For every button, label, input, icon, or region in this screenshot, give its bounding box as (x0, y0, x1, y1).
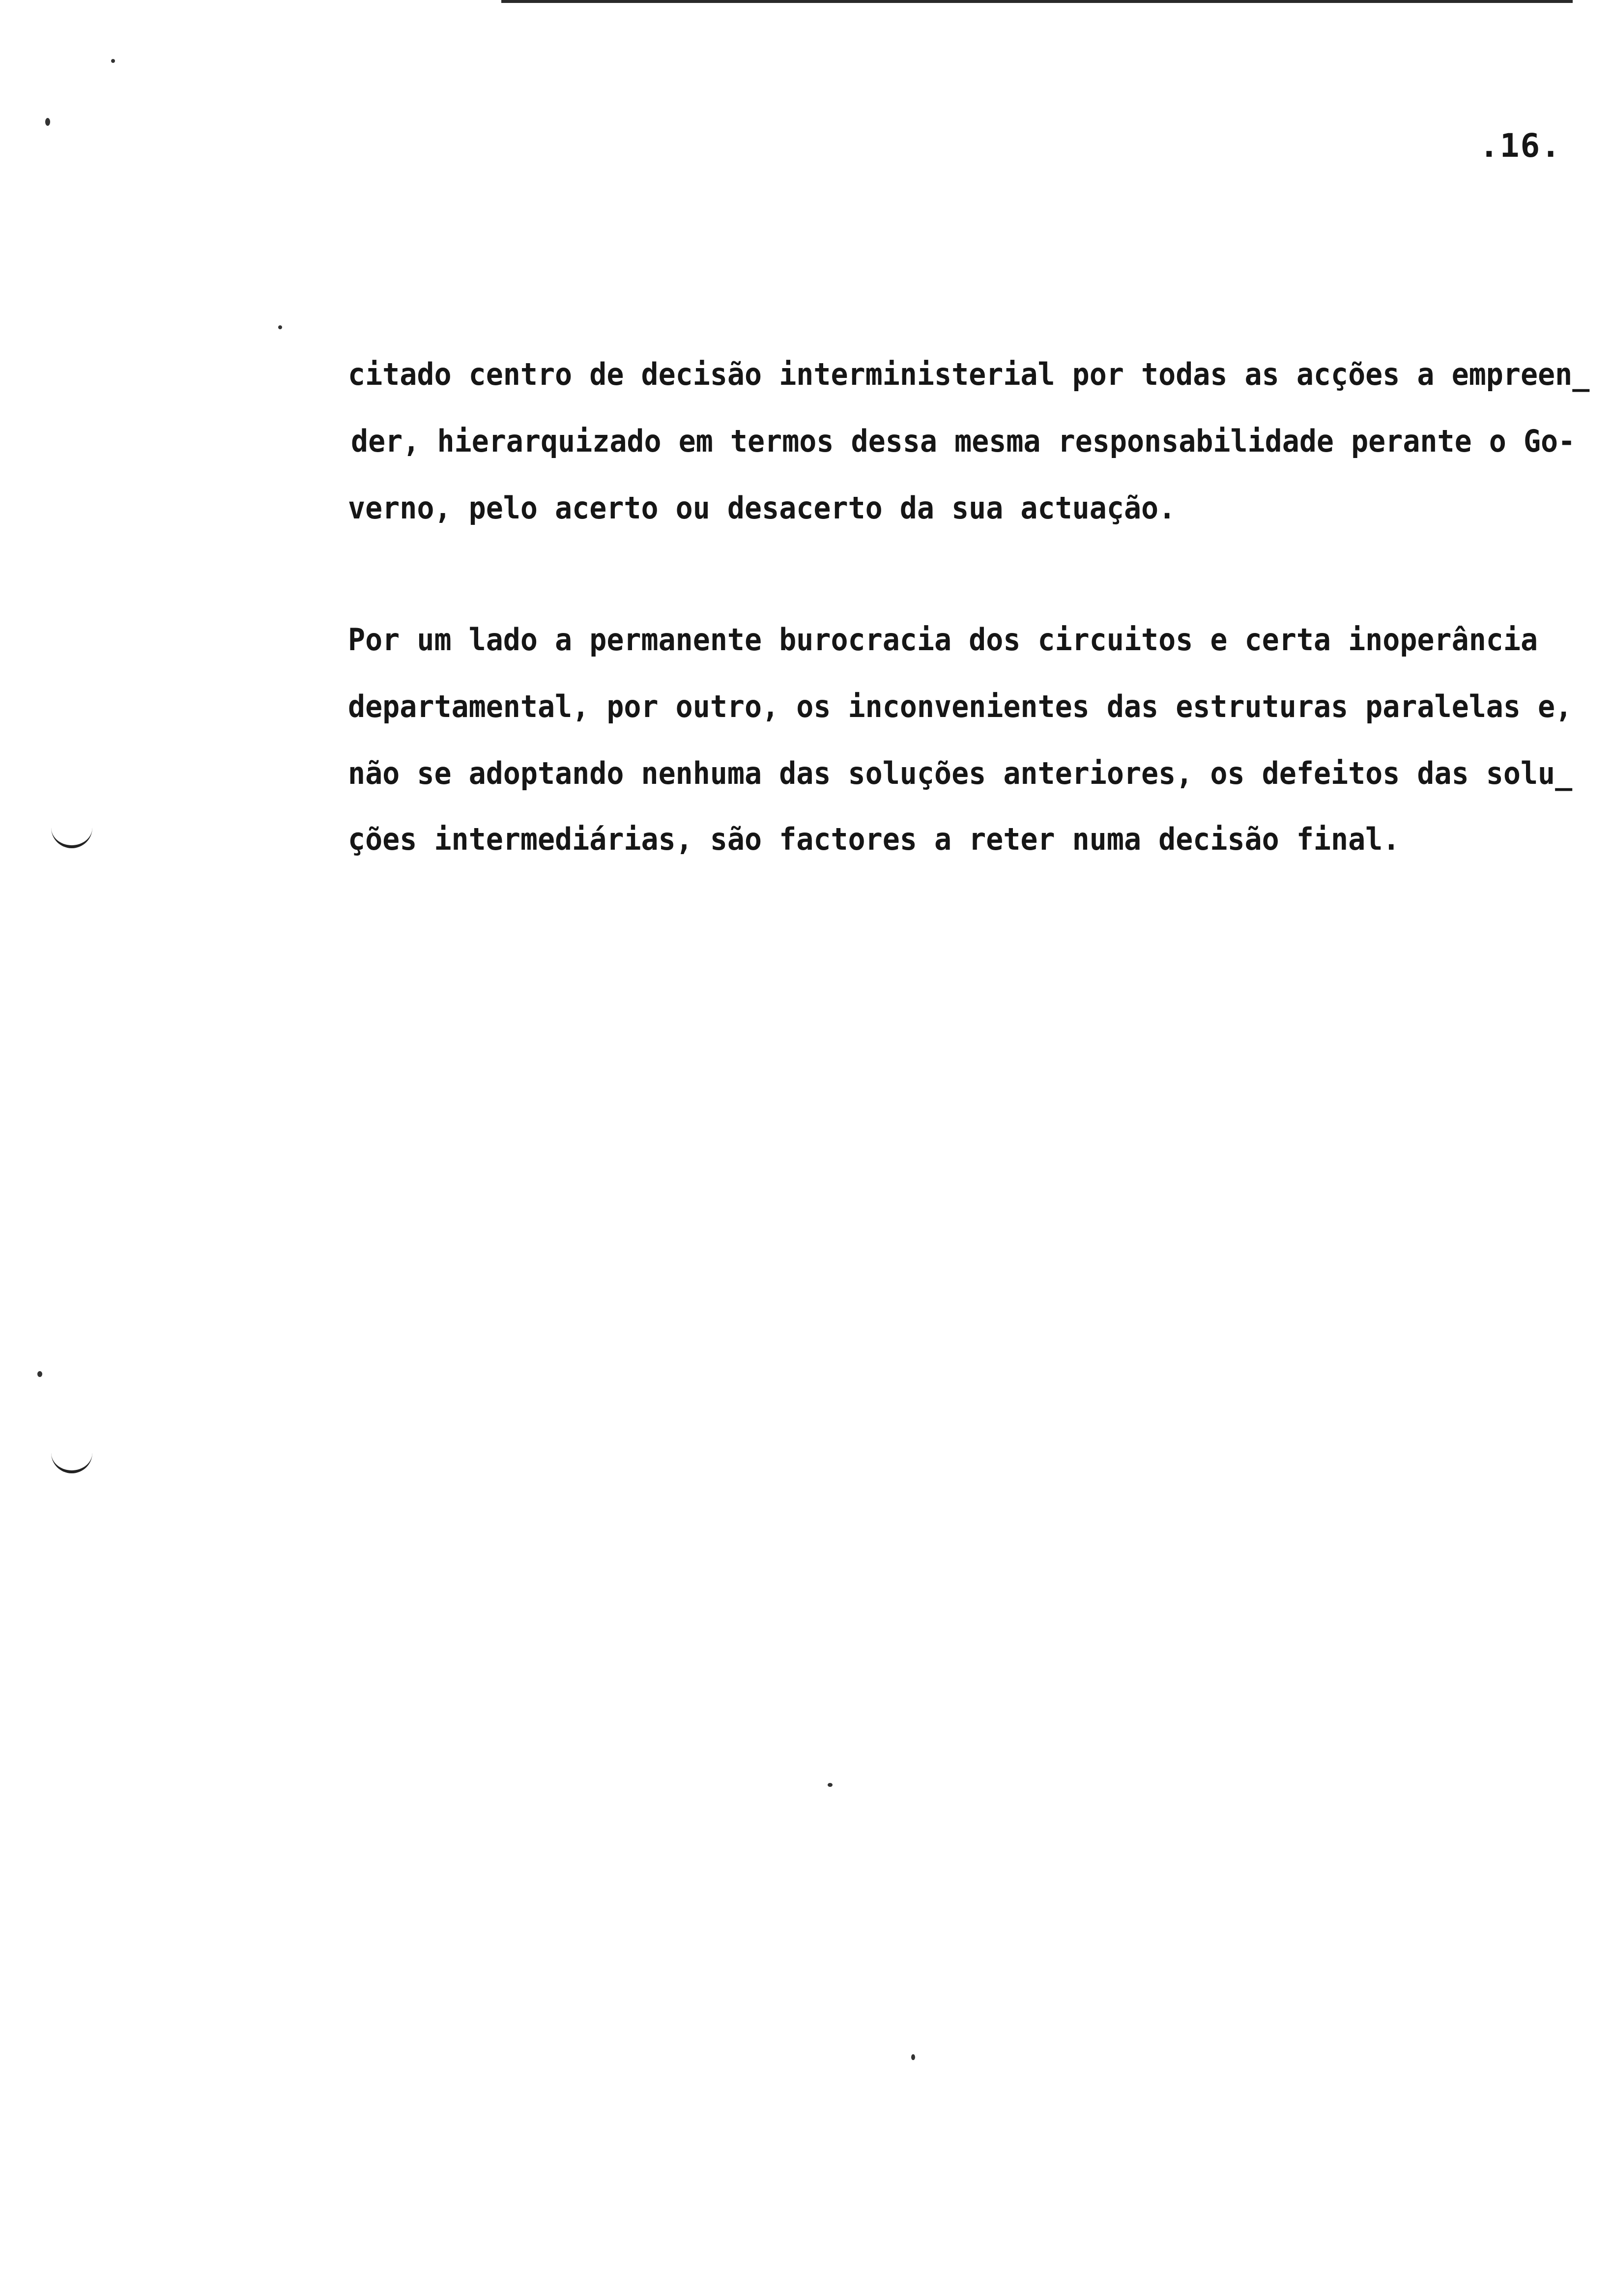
page-number: .16. (1479, 127, 1561, 165)
paragraph-line: der, hierarquizado em termos dessa mesma responsabilidade perante o Go- (351, 423, 1576, 459)
paragraph-line: não se adoptando nenhuma das soluções anteriores, os defeitos das solu_ (348, 755, 1573, 791)
paragraph-line: citado centro de decisão interministerial por todas as acções a empreen_ (348, 356, 1590, 392)
punch-hole-arc (51, 823, 92, 848)
scan-speck (45, 118, 50, 126)
paragraph-line: verno, pelo acerto ou desacerto da sua actuação. (348, 490, 1176, 526)
punch-hole-arc (51, 1448, 92, 1473)
top-rule (501, 0, 1573, 3)
scan-speck (111, 59, 115, 63)
paragraph-line: Por um lado a permanente burocracia dos circuitos e certa inoperância (348, 622, 1538, 658)
paragraph-line: ções intermediárias, são factores a reter numa decisão final. (348, 821, 1400, 857)
scan-speck (278, 325, 282, 329)
scan-speck (911, 2054, 915, 2060)
paragraph-line: departamental, por outro, os inconvenientes das estruturas paralelas e, (348, 689, 1573, 724)
scan-speck (37, 1371, 42, 1377)
scan-speck (828, 1783, 833, 1787)
